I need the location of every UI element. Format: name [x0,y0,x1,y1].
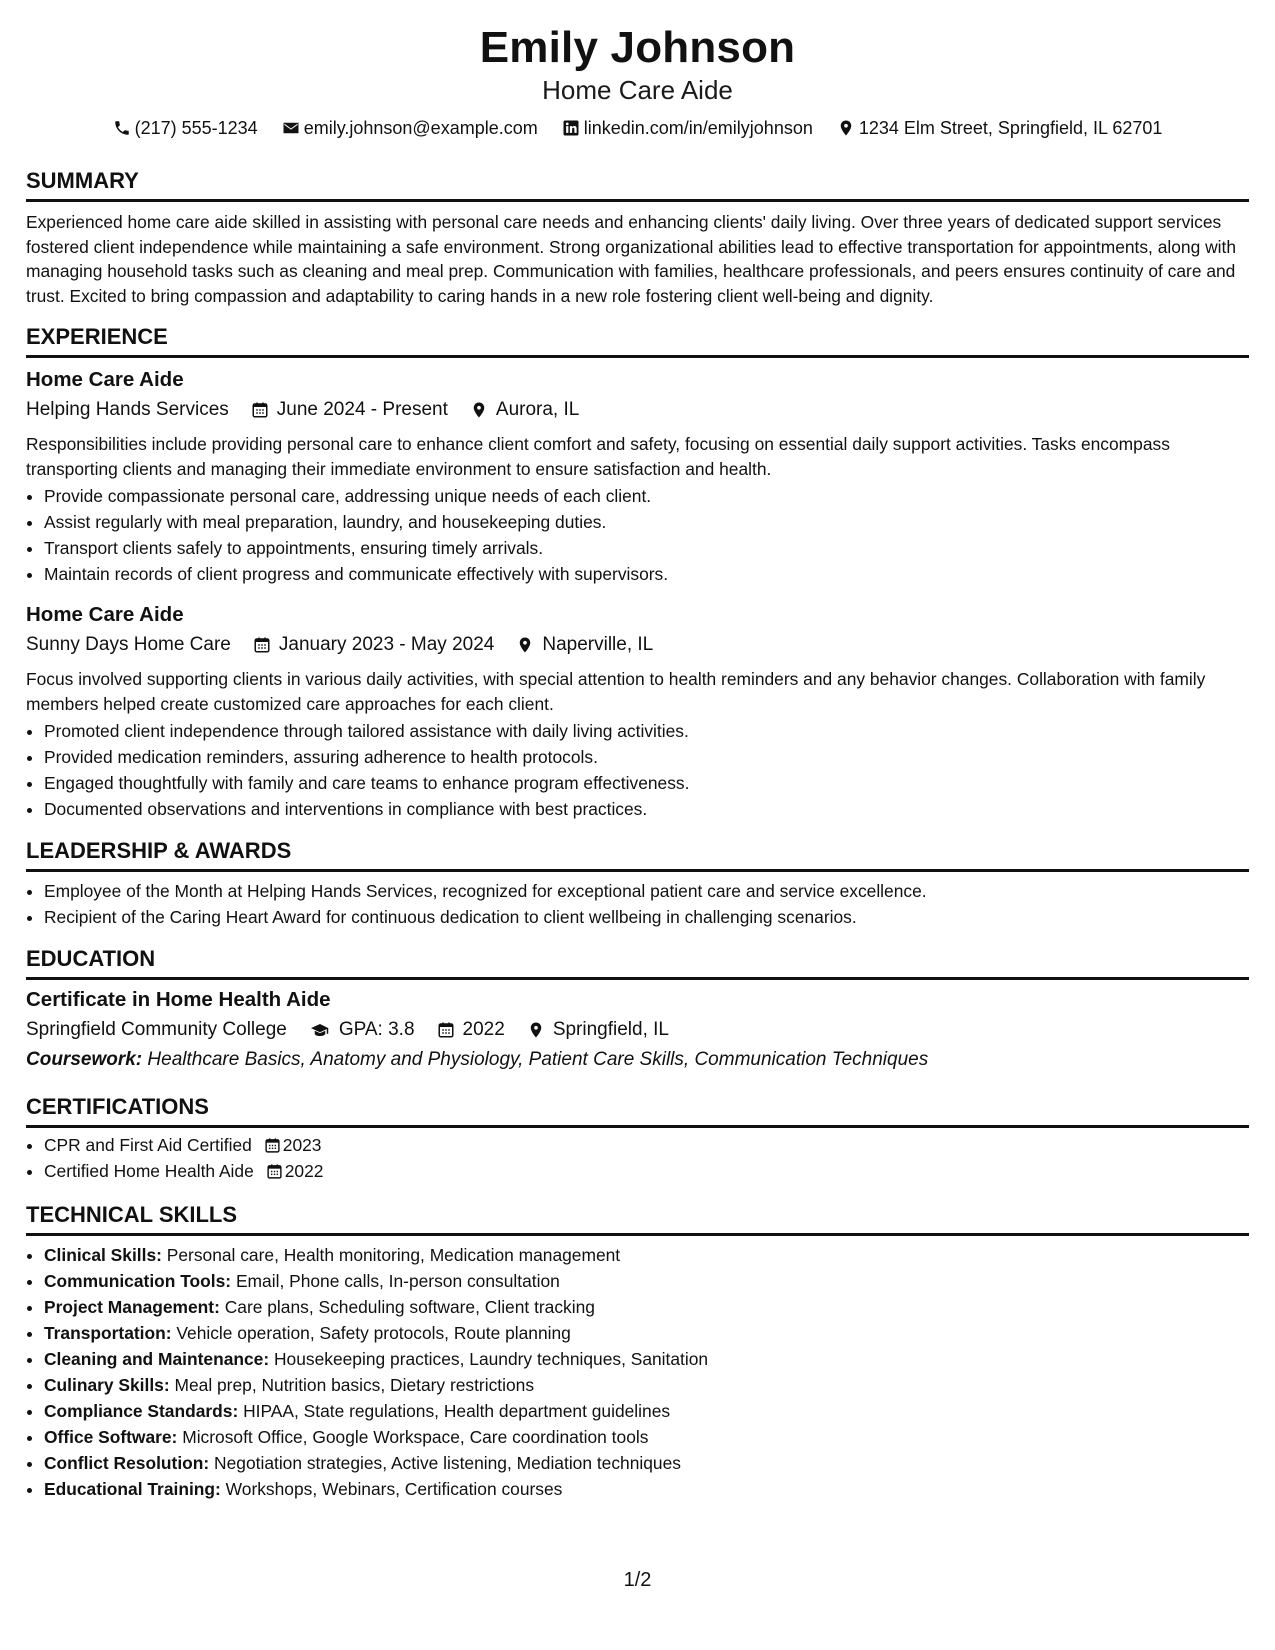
list-item [44,1424,1249,1450]
list-item: • Assist regularly with meal preparation, laundry, and housekeeping duties. [44,509,1249,535]
job-description: Responsibilities include providing personal care to enhance client comfort and safety, focusing on essential daily support activities. Tasks encompass transporting clients and managing their immediate environment to ensure satisfaction and health. [26,434,1170,479]
skill-label: Transportation: [44,1323,172,1343]
coursework-line [26,1046,1249,1074]
skill-value: Workshops, Webinars, Certification courses [225,1479,563,1499]
list-item: • Maintain records of client progress and communicate effectively with supervisors. [44,561,1249,587]
gpa-text: GPA: 3.8 [338,1019,415,1040]
list-item: • Engaged thoughtfully with family and care teams to enhance program effectiveness. [44,770,1249,796]
list-item [44,1476,1249,1502]
skill-value: Negotiation strategies, Active listening, Mediation techniques [214,1453,681,1473]
phone-text: (217) 555-1234 [134,118,258,138]
cert-year: 2022 [284,1161,324,1181]
certifications-list [26,1132,1249,1184]
section-title-experience: EXPERIENCE [26,324,1249,358]
calendar-icon [266,1163,283,1180]
job-company: Sunny Days Home Care [26,634,231,655]
leadership-section [26,838,1249,930]
resume-header [26,22,1249,140]
linkedin-text: linkedin.com/in/emilyjohnson [583,118,813,138]
section-title-certifications: CERTIFICATIONS [26,1094,1249,1128]
education-meta [26,1016,1249,1044]
list-item [44,1242,1249,1268]
skill-label: Office Software: [44,1427,178,1447]
contact-bar [26,116,1249,140]
list-item [44,1132,1249,1158]
candidate-name: Emily Johnson [479,23,796,72]
list-item [44,1320,1249,1346]
skill-value: Housekeeping practices, Laundry techniques, Sanitation [274,1349,709,1369]
list-item: • Provide compassionate personal care, addressing unique needs of each client. [44,483,1249,509]
page-number: 1/2 [623,1569,652,1591]
education-year: 2022 [462,1019,505,1040]
email-text: emily.johnson@example.com [303,118,538,138]
list-item [44,1158,1249,1184]
summary-section [26,168,1249,308]
job-meta [26,631,1249,659]
skill-value: Microsoft Office, Google Workspace, Care coordination tools [182,1427,649,1447]
skill-label: Project Management: [44,1297,220,1317]
skill-value: Meal prep, Nutrition basics, Dietary restrictions [174,1375,535,1395]
skill-label: Cleaning and Maintenance: [44,1349,270,1369]
skill-label: Communication Tools: [44,1271,232,1291]
education-location: Springfield, IL [552,1019,669,1040]
job-dates: January 2023 - May 2024 [278,634,495,655]
candidate-role: Home Care Aide [542,75,733,105]
job-bullets [26,483,1249,587]
list-item [44,1294,1249,1320]
list-item: • Employee of the Month at Helping Hands Services, recognized for exceptional patient care and service excellence. [44,878,1249,904]
envelope-icon [282,119,300,137]
school-name: Springfield Community College [26,1019,287,1040]
skill-value: Personal care, Health monitoring, Medication management [166,1245,621,1265]
list-item [44,1372,1249,1398]
job-location: Naperville, IL [542,634,654,655]
section-title-summary: SUMMARY [26,168,1249,202]
section-title-skills: TECHNICAL SKILLS [26,1202,1249,1236]
contact-linkedin[interactable] [562,116,813,140]
certifications-section [26,1094,1249,1184]
list-item: • Promoted client independence through tailored assistance with daily living activities. [44,718,1249,744]
job-company: Helping Hands Services [26,399,229,420]
awards-list [26,878,1249,930]
calendar-icon [253,636,271,654]
job-title: Home Care Aide [26,368,184,391]
coursework-text: Healthcare Basics, Anatomy and Physiology, Patient Care Skills, Communication Techniques [147,1049,929,1070]
linkedin-icon [562,119,580,137]
resume-page [26,22,1249,1502]
cert-name: • Certified Home Health Aide [44,1161,254,1181]
skill-value: Care plans, Scheduling software, Client tracking [224,1297,595,1317]
job-dates: June 2024 - Present [276,399,448,420]
list-item: • Documented observations and interventions in compliance with best practices. [44,796,1249,822]
skill-value: HIPAA, State regulations, Health department guidelines [243,1401,671,1421]
experience-section [26,324,1249,822]
contact-phone[interactable] [113,116,258,140]
degree-title: Certificate in Home Health Aide [26,988,331,1011]
skill-label: Compliance Standards: [44,1401,239,1421]
job-title: Home Care Aide [26,603,184,626]
contact-address [837,116,1163,140]
job-entry [26,366,1249,587]
graduation-cap-icon [309,1021,331,1039]
job-description: Focus involved supporting clients in various daily activities, with special attention to health reminders and any behavior changes. Collaboration with family members helped create customized care approaches for each client. [26,669,1206,714]
skill-label: Educational Training: [44,1479,221,1499]
map-pin-icon [516,636,534,654]
section-title-leadership: LEADERSHIP & AWARDS [26,838,1249,872]
map-pin-icon [470,401,488,419]
job-bullets [26,718,1249,822]
job-meta [26,396,1249,424]
list-item [44,1268,1249,1294]
skill-label: Conflict Resolution: [44,1453,210,1473]
summary-text: Experienced home care aide skilled in assisting with personal care needs and enhancing clients' daily living. Over three years of dedicated support services fostered client independence while maintaining a safe environment. Strong organizational abilities lead to effective transportation for appointments, along with managing household tasks such as cleaning and meal prep. Communication with families, healthcare professionals, and peers ensures continuity of care and trust. Excited to bring compassion and adaptability to caring hands in a new role fostering client well-being and dignity. [26,212,1237,306]
contact-email[interactable] [282,116,538,140]
list-item: • Recipient of the Caring Heart Award for continuous dedication to client wellbeing in challenging scenarios. [44,904,1249,930]
list-item: • Provided medication reminders, assuring adherence to health protocols. [44,744,1249,770]
skill-value: Email, Phone calls, In-person consultation [235,1271,560,1291]
address-text: 1234 Elm Street, Springfield, IL 62701 [858,118,1163,138]
coursework-label: Coursework: [26,1049,143,1070]
skill-label: Clinical Skills: [44,1245,162,1265]
map-pin-icon [837,119,855,137]
list-item: • Transport clients safely to appointments, ensuring timely arrivals. [44,535,1249,561]
job-entry [26,601,1249,822]
education-section [26,946,1249,1074]
list-item [44,1346,1249,1372]
job-location: Aurora, IL [495,399,580,420]
list-item [44,1450,1249,1476]
phone-icon [113,119,131,137]
calendar-icon [437,1021,455,1039]
calendar-icon [251,401,269,419]
skills-list [26,1242,1249,1502]
skill-label: Culinary Skills: [44,1375,170,1395]
skills-section [26,1202,1249,1502]
section-title-education: EDUCATION [26,946,1249,980]
cert-year: 2023 [282,1135,322,1155]
skill-value: Vehicle operation, Safety protocols, Route planning [176,1323,571,1343]
cert-name: • CPR and First Aid Certified [44,1135,252,1155]
map-pin-icon [527,1021,545,1039]
calendar-icon [264,1137,281,1154]
list-item [44,1398,1249,1424]
